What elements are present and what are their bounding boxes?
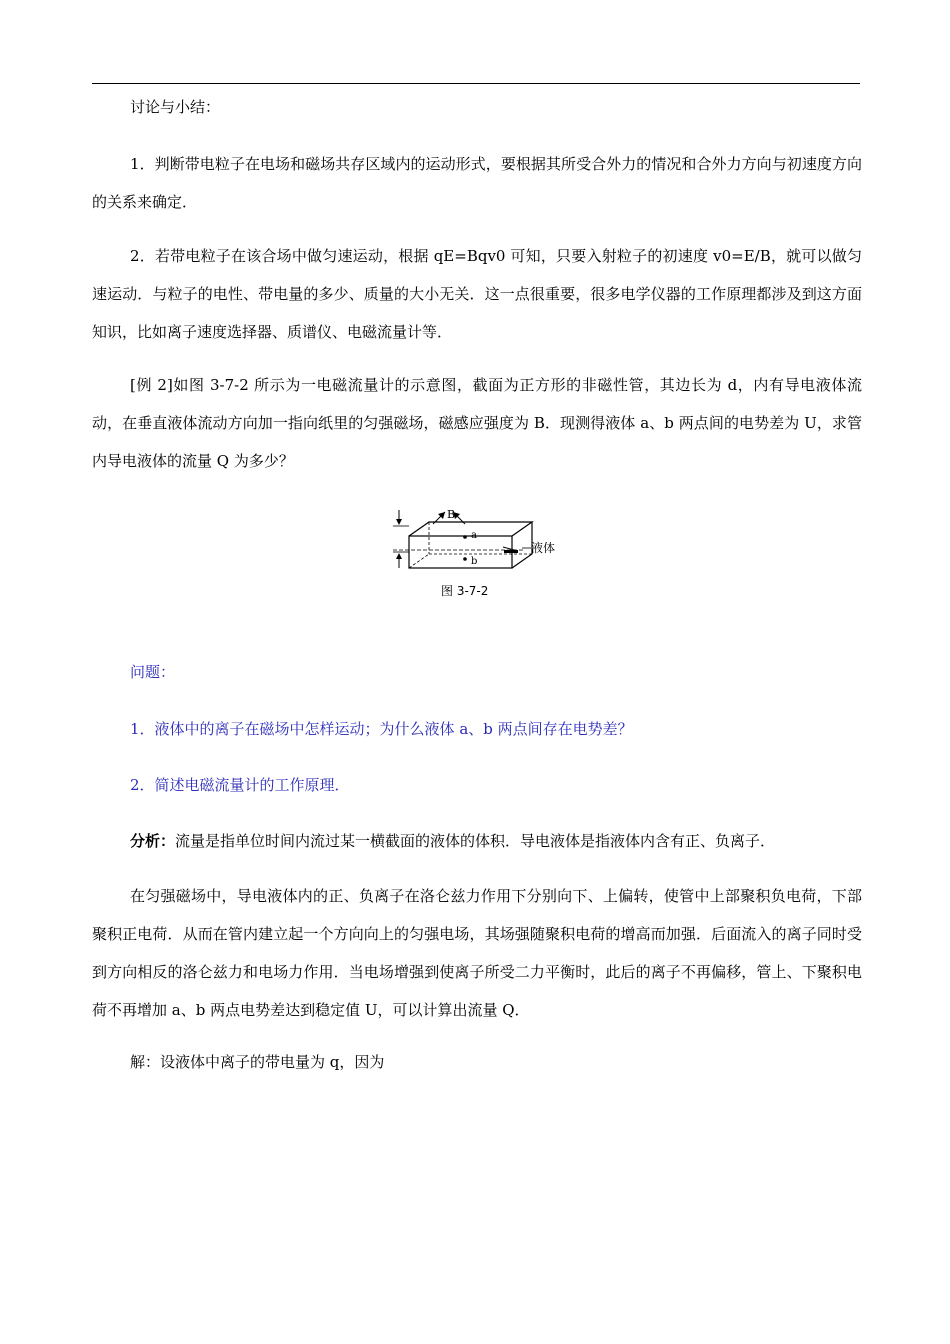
pipe-hidden-edge-diagonal — [409, 554, 429, 568]
label-liquid: 液体 — [531, 541, 556, 555]
dimension-arrowhead-top — [396, 519, 402, 525]
section-heading: 讨论与小结： — [130, 98, 221, 116]
dimension-arrowhead-bottom — [396, 553, 402, 559]
flowmeter-figure — [385, 504, 565, 584]
figure-caption: 图 3-7-2 — [441, 584, 489, 598]
label-point-b: b — [471, 556, 478, 567]
label-point-a: a — [471, 530, 477, 541]
summary-point-1: 1．判断带电粒子在电场和磁场共存区域内的运动形式，要根据其所受合外力的情况和合外力方向与初速度方向的关系来确定． — [92, 155, 862, 211]
point-a-dot — [463, 535, 467, 539]
label-b-field: B — [447, 508, 456, 521]
summary-point-2: 2．若带电粒子在该合场中做匀速运动，根据 qE=Bqv0 可知，只要入射粒子的初速度 v0=E/B，就可以做匀速运动．与粒子的电性、带电量的多少、质量的大小无关．这一点很重要，很多电学仪器的工作原理都涉及到这方面知识，比如离子速度选择器、质谱仪、电磁流量计等． — [92, 247, 862, 341]
question-1: 1．液体中的离子在磁场中怎样运动；为什么液体 a、b 两点间存在电势差？ — [130, 720, 633, 738]
solution-paragraph: 解：设液体中离子的带电量为 q，因为 — [130, 1053, 385, 1071]
explanation-paragraph: 在匀强磁场中，导电液体内的正、负离子在洛仑兹力作用下分别向下、上偏转，使管中上部聚积负电荷，下部聚积正电荷．从而在管内建立起一个方向向上的匀强电场，其场强随聚积电荷的增高而加强．后面流入的离子同时受到方向相反的洛仑兹力和电场力作用．当电场增强到使离子所受二力平衡时，此后的离子不再偏移，管上、下聚积电荷不再增加 a、b 两点电势差达到稳定值 U，可以计算出流量 Q． — [92, 887, 862, 1019]
header-rule — [92, 83, 860, 84]
point-b-dot — [463, 557, 467, 561]
analysis-label: 分析： — [130, 832, 176, 850]
example-problem: [例 2]如图 3-7-2 所示为一电磁流量计的示意图，截面为正方形的非磁性管，其边长为 d，内有导电液体流动，在垂直液体流动方向加一指向纸里的匀强磁场，磁感应强度为 B．现测得液体 a、b 两点间的电势差为 U，求管内导电液体的流量 Q 为多少？ — [92, 376, 862, 470]
pipe-front-face — [409, 536, 512, 568]
question-2: 2．简述电磁流量计的工作原理． — [130, 776, 350, 794]
analysis-paragraph — [92, 822, 862, 860]
questions-title: 问题： — [130, 663, 176, 681]
analysis-text: 流量是指单位时间内流过某一横截面的液体的体积．导电液体是指液体内含有正、负离子． — [175, 832, 776, 850]
